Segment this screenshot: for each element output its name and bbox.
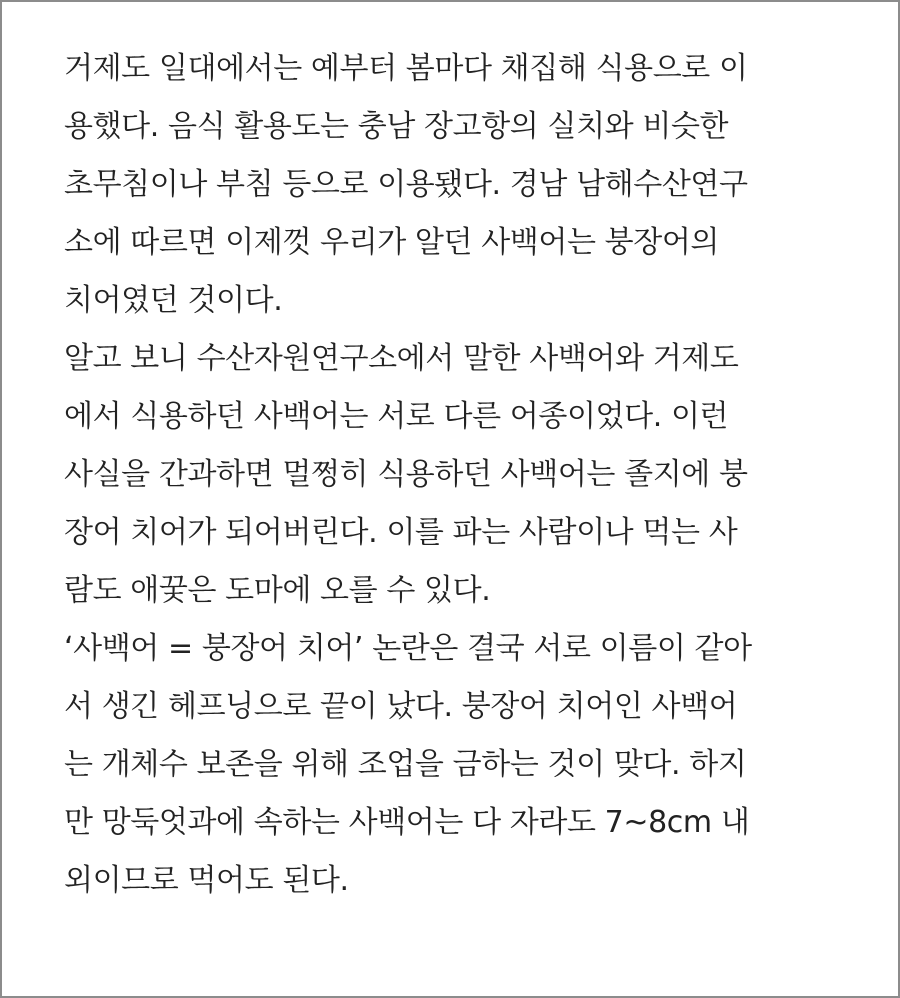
text-line: 알고 보니 수산자원연구소에서 말한 사백어와 거제도 (64, 341, 739, 376)
text-line: 치어였던 것이다. (64, 283, 283, 318)
article-body (64, 40, 804, 910)
text-line: 람도 애꿎은 도마에 오를 수 있다. (64, 573, 491, 608)
text-line: 만 망둑엇과에 속하는 사백어는 다 자라도 7~8cm 내 (64, 805, 750, 840)
text-line: 용했다. 음식 활용도는 충남 장고항의 실치와 비슷한 (64, 109, 729, 144)
text-line: 거제도 일대에서는 예부터 봄마다 채집해 식용으로 이 (64, 51, 748, 86)
text-line: 초무침이나 부침 등으로 이용됐다. 경남 남해수산연구 (64, 167, 748, 202)
text-line: 소에 따르면 이제껏 우리가 알던 사백어는 붕장어의 (64, 225, 719, 260)
text-line: 서 생긴 헤프닝으로 끝이 났다. 붕장어 치어인 사백어 (64, 689, 738, 724)
text-line: 는 개체수 보존을 위해 조업을 금하는 것이 맞다. 하지 (64, 747, 747, 782)
text-line: 에서 식용하던 사백어는 서로 다른 어종이었다. 이런 (64, 399, 729, 434)
text-line: 장어 치어가 되어버린다. 이를 파는 사람이나 먹는 사 (64, 515, 738, 550)
text-line: 사실을 간과하면 멀쩡히 식용하던 사백어는 졸지에 붕 (64, 457, 748, 492)
text-line: ‘사백어 = 붕장어 치어’ 논란은 결국 서로 이름이 같아 (64, 631, 752, 666)
text-line: 외이므로 먹어도 된다. (64, 863, 349, 898)
